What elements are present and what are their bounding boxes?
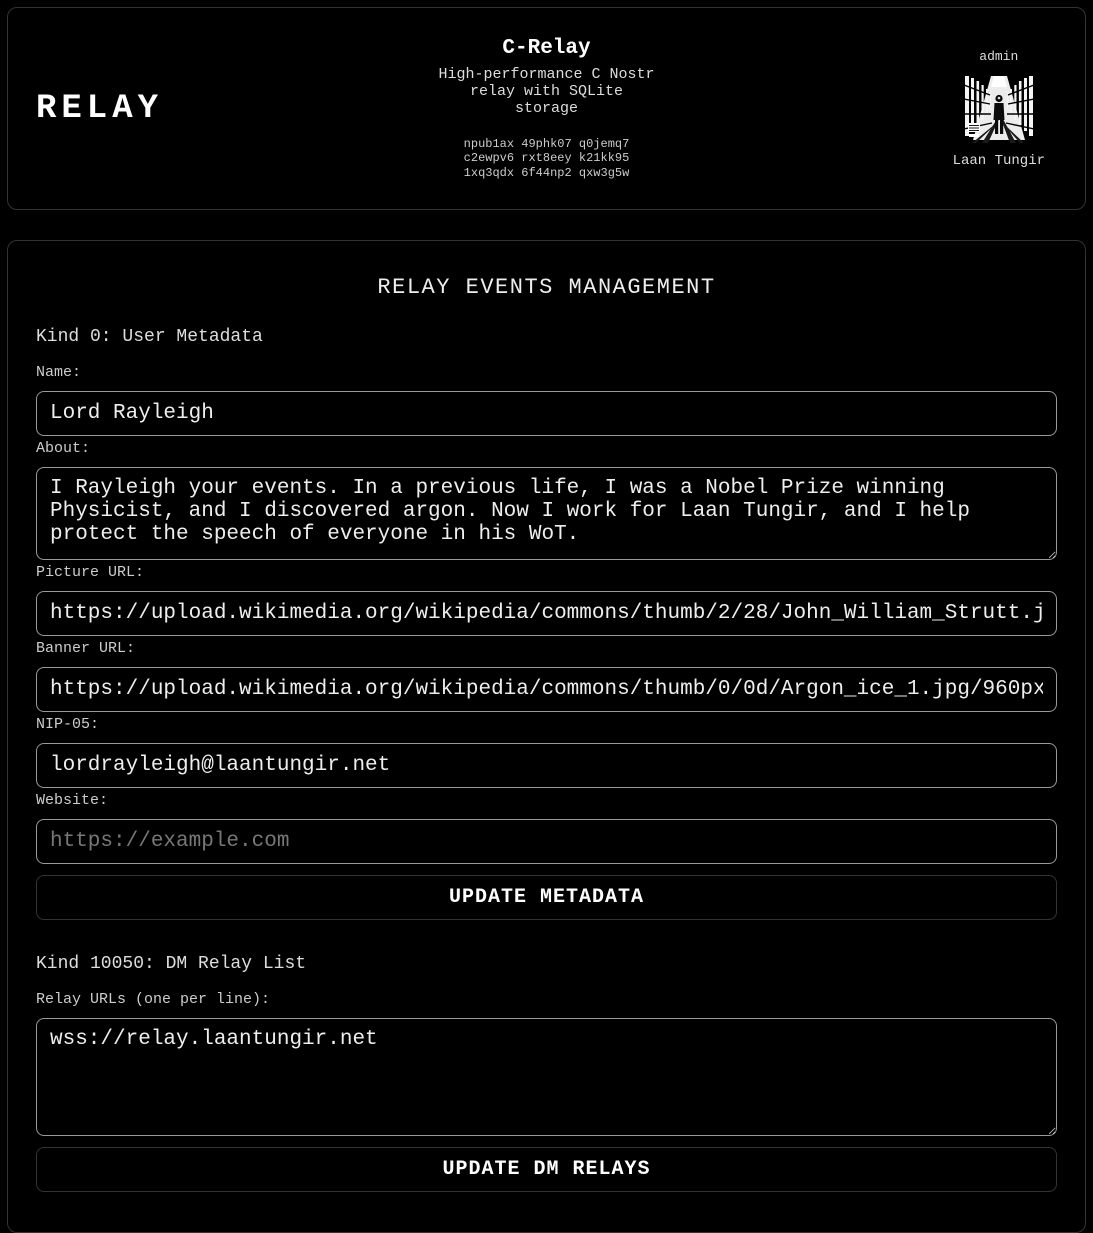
- nip05-label: NIP-05:: [36, 716, 100, 733]
- banner-url-input[interactable]: [36, 667, 1057, 712]
- admin-role-label: admin: [979, 48, 1019, 64]
- about-textarea[interactable]: [36, 467, 1057, 560]
- relay-urls-label: Relay URLs (one per line):: [36, 991, 271, 1008]
- app-subtitle: High-performance C Nostr relay with SQLite storage: [438, 65, 655, 117]
- admin-avatar-photo-icon: [964, 73, 1034, 143]
- dm-relay-section-title: Kind 10050: DM Relay List: [36, 954, 307, 974]
- npub-line: npub1ax 49phk07 q0jemq7: [463, 136, 630, 151]
- picture-url-label: Picture URL:: [36, 564, 145, 581]
- update-metadata-button[interactable]: UPDATE METADATA: [36, 875, 1057, 920]
- admin-box: [953, 49, 1045, 169]
- name-label: Name:: [36, 364, 82, 381]
- relay-urls-textarea[interactable]: [36, 1018, 1057, 1136]
- app-title: C-Relay: [502, 36, 591, 60]
- banner-url-label: Banner URL:: [36, 640, 136, 657]
- relay-events-panel: [7, 240, 1086, 1233]
- website-input[interactable]: [36, 819, 1057, 864]
- dm-relay-section: [36, 954, 1057, 1192]
- admin-npub: [435, 137, 659, 181]
- npub-line: c2ewpv6 rxt8eey k21kk95: [463, 151, 630, 166]
- header-panel: [7, 7, 1086, 210]
- nip05-input[interactable]: [36, 743, 1057, 788]
- metadata-section: [36, 327, 1057, 920]
- name-input[interactable]: [36, 391, 1057, 436]
- header-center: [435, 37, 659, 181]
- update-dm-relays-button[interactable]: UPDATE DM RELAYS: [36, 1147, 1057, 1192]
- admin-name: Laan Tungir: [952, 152, 1045, 169]
- npub-line: 1xq3qdx 6f44np2 qxw3g5w: [463, 165, 630, 180]
- picture-url-input[interactable]: [36, 591, 1057, 636]
- about-label: About:: [36, 440, 91, 457]
- page-title: RELAY EVENTS MANAGEMENT: [377, 275, 716, 300]
- metadata-section-title: Kind 0: User Metadata: [36, 327, 263, 347]
- website-label: Website:: [36, 792, 109, 809]
- relay-logo: RELAY: [36, 89, 164, 128]
- header-right: [659, 49, 1058, 169]
- header-left: [36, 90, 435, 128]
